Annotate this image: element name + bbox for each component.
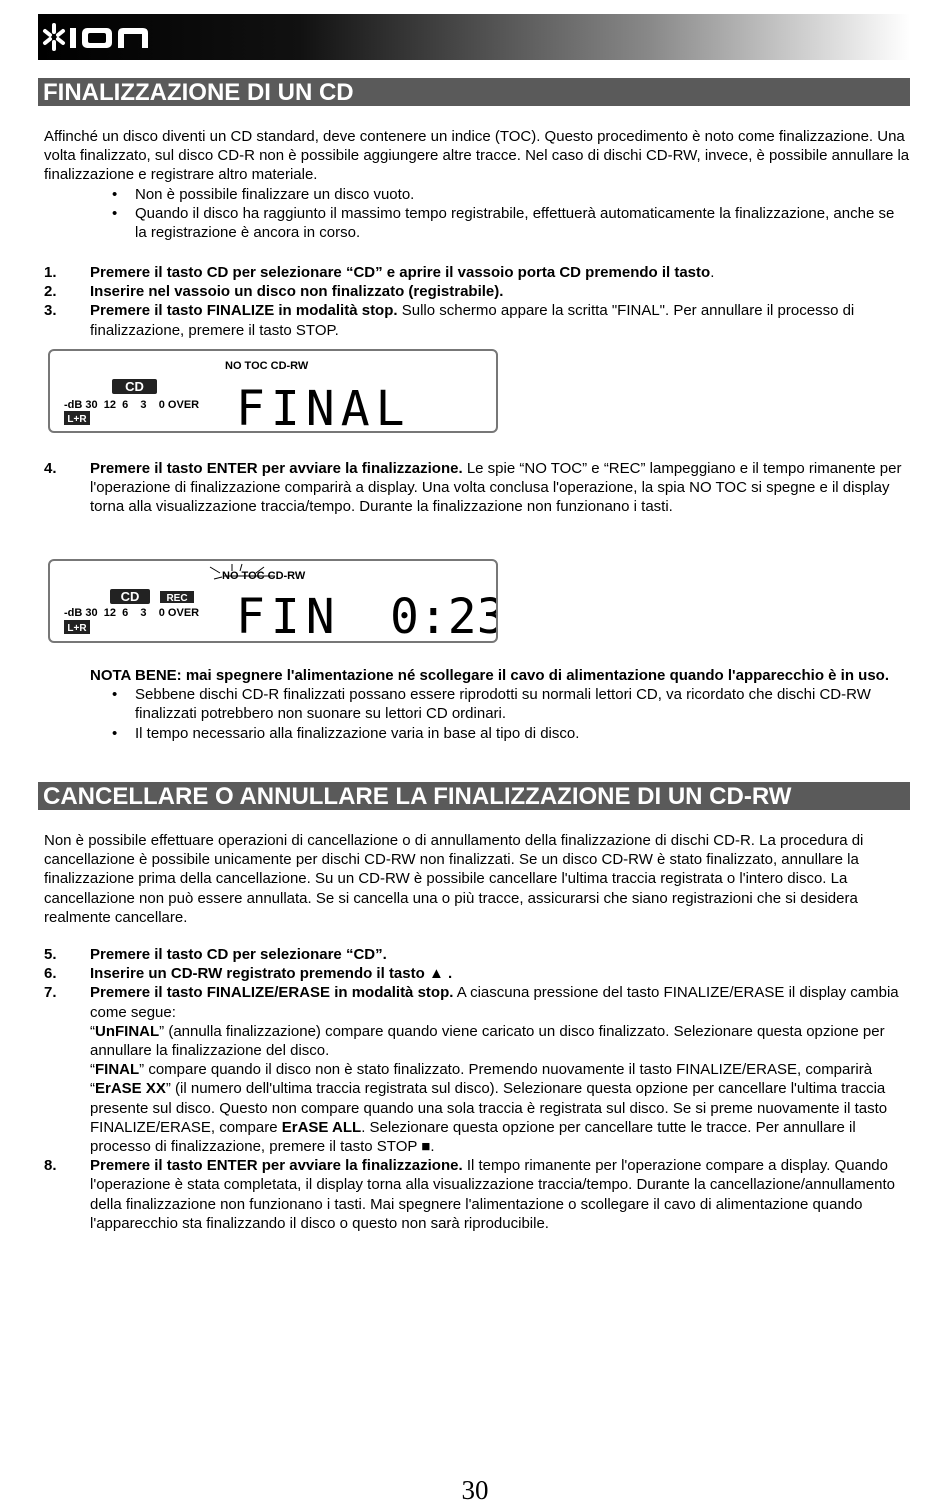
section1-intro: Affinché un disco diventi un CD standard, deve contenere un indice (TOC). Questo procedimento è noto come finalizzazione. Una volta finalizzato, sul disco CD-R non è possibile aggiungere altre tracce. Nel caso di dischi CD-RW, invece, è possibile annullare la finalizzazione e registrare altro materiale.	[44, 128, 910, 184]
section-title-finalizzazione: FINALIZZAZIONE DI UN CD	[38, 78, 910, 106]
step-text: A ciascuna pressione del tasto FINALIZE/ERASE il display cambia come segue:	[90, 984, 899, 1021]
section2-steps-block	[44, 945, 910, 1233]
cd-badge: CD	[125, 379, 144, 394]
lcd-top-label: NO TOC CD-RW	[225, 360, 309, 372]
section1-steps-block	[44, 263, 910, 340]
final-text-3: . Selezionare questa opzione per cancellare tutte le tracce. Per annullare il processo di finalizzazione, premere il tasto STOP ■.	[90, 1118, 856, 1156]
header-band	[38, 14, 910, 60]
step-6	[44, 964, 910, 983]
section1-step4	[44, 459, 910, 517]
ion-logo	[42, 20, 154, 54]
list-item: • Non è possibile finalizzare un disco vuoto.	[44, 185, 910, 204]
list-item: • Sebbene dischi CD-R finalizzati possano essere riprodotti su normali lettori CD, va ricordato che dischi CD-RW finalizzati potrebbero non suonare su lettori CD ordinari.	[44, 685, 910, 723]
step-text: Il tempo rimanente per l'operazione compare a display. Quando l'operazione è stata completata, il display torna alla visualizzazione traccia/tempo. Durante la cancellazione/annullamento della finalizzazione non funzionano i tasti. Mai spegnere l'alimentazione o scollegare il cavo di alimentazione quando l'apparecchio sta finalizzando il disco o questo non sarà riproducibile.	[90, 1157, 895, 1232]
quote: “	[90, 1061, 95, 1079]
quote: “	[90, 1022, 95, 1040]
list-item: • Quando il disco ha raggiunto il massimo tempo registrabile, effettuerà automaticamente la finalizzazione, anche se la registrazione è ancora in corso.	[44, 204, 910, 242]
lcd-time: 0:23	[390, 589, 496, 641]
final-paragraph	[90, 1060, 910, 1156]
step-8	[44, 1156, 910, 1233]
note-text	[44, 666, 910, 685]
step-3	[44, 301, 910, 339]
step-number: 1.	[44, 264, 57, 281]
note-bullets	[44, 685, 910, 743]
step-bold: Premere il tasto ENTER per avviare la finalizzazione.	[90, 460, 463, 477]
unfinal-text: ” (annulla finalizzazione) compare quando viene caricato un disco finalizzato. Selezionare questa opzione per annullare la finalizzazione del disco.	[90, 1022, 885, 1060]
section1-steps	[44, 263, 910, 340]
channel-badge: L+R	[67, 623, 87, 634]
step-5	[44, 945, 910, 964]
step-number: 8.	[44, 1157, 57, 1175]
lcd-display-fin	[48, 559, 498, 643]
section1-bullets	[44, 185, 910, 243]
final-text-1: ” compare quando il disco non è stato finalizzato. Premendo nuovamente il tasto FINALIZE/ERASE, comparirà “	[90, 1061, 873, 1098]
lcd-top-label: NO TOC CD-RW	[222, 570, 306, 582]
step-bold: Premere il tasto FINALIZE/ERASE in modalità stop.	[90, 984, 454, 1002]
step-bold: Premere il tasto CD per selezionare “CD”.	[90, 946, 387, 963]
channel-badge: L+R	[67, 414, 87, 425]
step-bold: Inserire nel vassoio un disco non finalizzato (registrabile).	[90, 283, 504, 301]
lcd-segment-text: FIN	[236, 589, 341, 641]
step-bold: Premere il tasto CD per selezionare “CD” e aprire il vassoio porta CD premendo il tasto	[90, 264, 711, 281]
erase-xx-label: ErASE XX	[95, 1080, 166, 1098]
step-4-block	[44, 459, 910, 517]
step-number: 4.	[44, 460, 57, 477]
step-number: 2.	[44, 283, 57, 301]
section-title-cancellare: CANCELLARE O ANNULLARE LA FINALIZZAZIONE DI UN CD-RW	[38, 782, 910, 810]
step-7	[44, 983, 910, 1156]
lcd-segment-text: FINAL	[236, 381, 411, 431]
note-block	[44, 666, 910, 743]
note-bold: NOTA BENE: mai spegnere l'alimentazione né scollegare il cavo di alimentazione quando l'apparecchio è in uso.	[90, 667, 889, 684]
step-number: 6.	[44, 965, 57, 983]
cd-badge: CD	[120, 589, 140, 604]
step-bold: Inserire un CD-RW registrato premendo il tasto ▲ .	[90, 965, 453, 983]
unfinal-paragraph	[90, 1022, 910, 1060]
step-4	[44, 459, 910, 517]
section2-intro-block	[44, 831, 910, 927]
step-1	[44, 263, 910, 282]
list-item: • Il tempo necessario alla finalizzazione varia in base al tipo di disco.	[44, 724, 910, 743]
step-text: Le spie “NO TOC” e “REC” lampeggiano e il tempo rimanente per l'operazione di finalizzazione comparirà a display. Una volta conclusa l'operazione, la spia NO TOC si spegne e il display torna alla visualizzazione traccia/tempo. Durante la finalizzazione non funzionano i tasti.	[90, 460, 902, 516]
unfinal-label: UnFINAL	[95, 1022, 160, 1040]
level-scale: -dB 30 12 6 3 0 OVER	[64, 607, 200, 619]
section2-intro: Non è possibile effettuare operazioni di cancellazione o di annullamento della finalizzazione di dischi CD-R. La procedura di cancellazione è possibile unicamente per dischi CD-RW non finalizzati. Se un disco CD-RW è stato finalizzato, annullare la finalizzazione prima della cancellazione. Su un CD-RW è possibile cancellare l'ultima traccia registrata o l'intero disco. La cancellazione non può essere annullata. Se si cancella una o più tracce, assicurarsi che siano registrazioni che si desidera realmente cancellare.	[44, 832, 864, 926]
final-label: FINAL	[95, 1061, 140, 1079]
step-number: 7.	[44, 984, 57, 1002]
final-text-2: ” (il numero dell'ultima traccia registrata sul disco). Selezionare questa opzione per cancellare l'ultima traccia presente sul disco. Questo non compare quando una sola traccia è registrata sul disco. Se si preme nuovamente il tasto FINALIZE/ERASE, compare	[90, 1080, 888, 1136]
step-2	[44, 282, 910, 301]
step-number: 5.	[44, 946, 57, 963]
step-number: 3.	[44, 302, 57, 320]
section2-steps	[44, 945, 910, 1233]
page-number: 30	[461, 1475, 489, 1505]
erase-all-label: ErASE ALL	[281, 1118, 362, 1136]
lcd-display-fin-figure	[50, 561, 496, 641]
section1-intro-block	[44, 127, 910, 242]
step-text: Sullo schermo appare la scritta "FINAL". Per annullare il processo di finalizzazione, premere il tasto STOP.	[90, 302, 855, 339]
step-bold: Premere il tasto FINALIZE in modalità stop.	[90, 302, 398, 320]
lcd-display-final-figure	[50, 351, 496, 431]
lcd-display-final	[48, 349, 498, 433]
step-bold: Premere il tasto ENTER per avviare la finalizzazione.	[90, 1157, 463, 1175]
step-text: .	[710, 264, 715, 281]
level-scale: -dB 30 12 6 3 0 OVER	[64, 399, 200, 411]
rec-badge: REC	[166, 593, 188, 604]
